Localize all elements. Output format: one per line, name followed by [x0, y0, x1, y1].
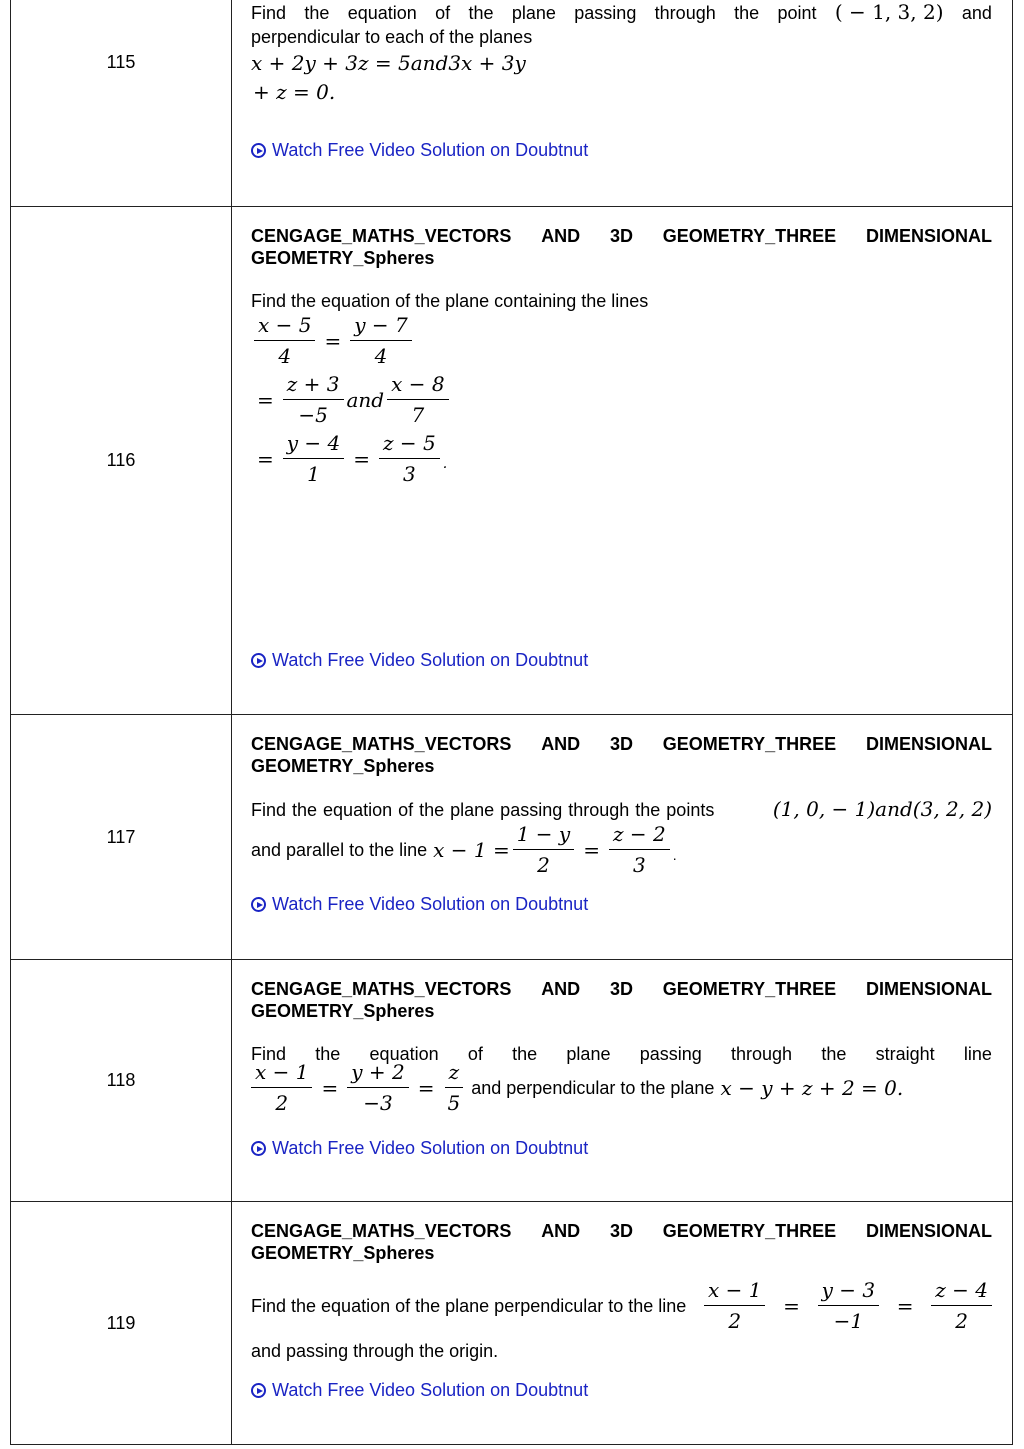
line-equations: $\frac{x - 5}{4}$ = $\frac{y - 7}{4}$ = $\frac{z + 3}{-5}$ and $\frac{x - 8}{7}$ = $\frac{y - 4}{1}$ = $\frac{z - 5}{3}$ . — [251, 313, 992, 486]
question-number: 117 — [11, 715, 232, 959]
question-line: and parallel to the line x − 1 = $\frac{1 - y}{2}$ = $\frac{z - 2}{3}$ . — [251, 822, 677, 877]
watch-video-link[interactable]: Watch Free Video Solution on Doubtnut — [251, 1138, 588, 1159]
question-number: 116 — [11, 207, 232, 714]
question-number: 119 — [11, 1202, 232, 1444]
question-heading: CENGAGE_MATHS_VECTORS AND 3D GEOMETRY_THREE DIMENSIONAL GEOMETRY_Spheres — [251, 226, 992, 268]
question-content — [232, 1202, 1012, 1444]
question-row-116 — [10, 207, 1013, 715]
question-row-119 — [10, 1202, 1013, 1445]
question-line: Find the equation of the plane passing through the point ( − 1, 3, 2) and — [251, 0, 992, 24]
points-expression: (1, 0, − 1)and(3, 2, 2) — [772, 797, 992, 821]
play-circle-icon — [251, 897, 266, 912]
play-circle-icon — [251, 1383, 266, 1398]
question-content — [232, 0, 1012, 206]
question-line: and passing through the origin. — [251, 1341, 499, 1361]
point-expression: ( − 1, 3, 2) — [834, 0, 944, 24]
watch-video-link[interactable]: Watch Free Video Solution on Doubtnut — [251, 1380, 588, 1401]
watch-video-link[interactable]: Watch Free Video Solution on Doubtnut — [251, 894, 588, 915]
plane-equation: x + 2y + 3z = 5and3x + 3y — [251, 51, 526, 75]
question-line: Find the equation of the plane passing through the points (1, 0, − 1)and(3, 2, 2) — [251, 797, 992, 821]
question-line: Find the equation of the plane passing through the straight line — [251, 1044, 992, 1064]
question-content — [232, 207, 1012, 714]
question-number: 118 — [11, 960, 232, 1201]
question-row-117 — [10, 715, 1013, 960]
question-row-118 — [10, 960, 1013, 1202]
questions-table — [10, 0, 1013, 1445]
question-row-115 — [10, 0, 1013, 207]
question-intro: Find the equation of the plane containing the lines — [251, 291, 649, 311]
play-circle-icon — [251, 143, 266, 158]
question-number: 115 — [11, 0, 232, 206]
watch-video-link[interactable]: Watch Free Video Solution on Doubtnut — [251, 140, 588, 161]
question-line: Find the equation of the plane perpendicular to the line $\frac{x - 1}{2}$ = $\frac{y - 3}{-1}$ = $\frac{z - 4}{2}$ — [251, 1278, 992, 1333]
question-heading: CENGAGE_MATHS_VECTORS AND 3D GEOMETRY_THREE DIMENSIONAL GEOMETRY_Spheres — [251, 1221, 992, 1263]
watch-video-link[interactable]: Watch Free Video Solution on Doubtnut — [251, 650, 588, 671]
question-content — [232, 960, 1012, 1201]
plane-equation-cont: + z = 0. — [253, 80, 336, 104]
play-circle-icon — [251, 1141, 266, 1156]
question-line: perpendicular to each of the planes — [251, 27, 533, 47]
question-heading: CENGAGE_MATHS_VECTORS AND 3D GEOMETRY_THREE DIMENSIONAL GEOMETRY_Spheres — [251, 979, 992, 1021]
play-circle-icon — [251, 653, 266, 668]
question-content — [232, 715, 1012, 959]
question-heading: CENGAGE_MATHS_VECTORS AND 3D GEOMETRY_THREE DIMENSIONAL GEOMETRY_Spheres — [251, 734, 992, 776]
question-line: $\frac{x - 1}{2}$ = $\frac{y + 2}{-3}$ = $\frac{z}{5}$ and perpendicular to the plane x − y + z + 2 = 0. — [251, 1060, 992, 1115]
